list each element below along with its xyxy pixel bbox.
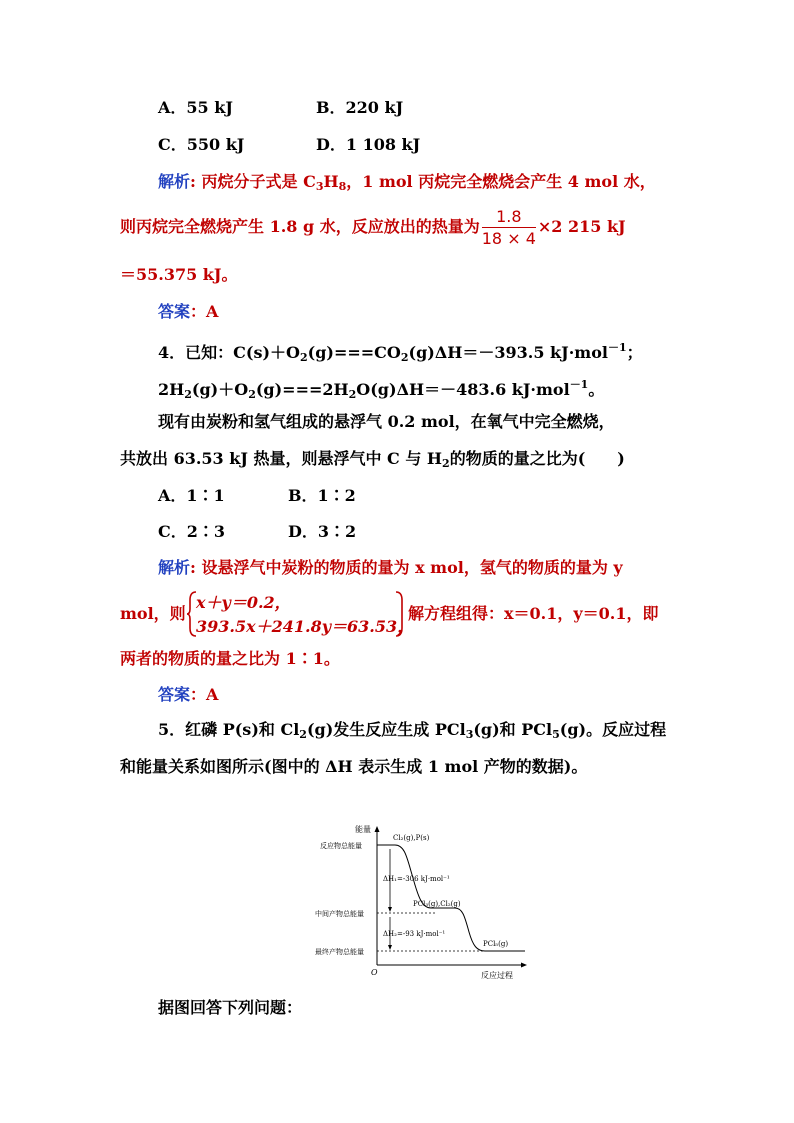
q4-option-c: C．2∶3	[158, 522, 226, 541]
q4-stem-line-4: 共放出 63.53 kJ 热量，则悬浮气中 C 与 $H_2$的物质的量之比为( )	[120, 449, 625, 470]
q4-analysis-line-2-suffix: 解方程组得：x＝0.1，y＝0.1，即	[408, 604, 659, 623]
brace-right-icon	[394, 590, 406, 638]
q4-answer: 答案：A	[158, 685, 219, 704]
q3-option-a: A．55 kJ	[158, 98, 233, 117]
q4-stem-line-2: $2H_2(g)+O_2(g)===2H_2O(g)\Delta H=-483.6$ kJ·mol$^{-1}$。	[158, 378, 605, 401]
species-intermediate-label: PCl₃(g),Cl₂(g)	[413, 900, 461, 908]
q3-option-c: C．550 kJ	[158, 135, 245, 154]
q4-option-a: A．1∶1	[158, 486, 225, 505]
intermediate-level-label: 中间产物总能量	[315, 910, 364, 918]
q4-analysis-line-3: 两者的物质的量之比为 1∶1。	[120, 649, 340, 668]
q5-stem-line-1: 5．红磷 P(s)和 $Cl_2(g)$发生反应生成 PCl$_3$(g)和 PCl$_5$(g)。反应过程	[158, 720, 667, 741]
analysis-label: 解析	[158, 172, 191, 191]
q3-analysis-line-3: ＝55.375 kJ。	[120, 265, 238, 284]
q4-stem-line-3: 现有由炭粉和氢气组成的悬浮气 0.2 mol，在氧气中完全燃烧，	[158, 412, 615, 431]
origin-label: O	[371, 968, 378, 977]
q3-option-d: D．1 108 kJ	[316, 135, 421, 154]
q4-stem-line-1: 4．已知：$C(s)+O_2(g)===CO_2(g)\Delta H=-393.5$ kJ·mol$^{-1}$；	[158, 341, 643, 364]
q5-stem-line-2: 和能量关系如图所示(图中的 ΔH 表示生成 1 mol 产物的数据)。	[120, 757, 588, 776]
q5-follow-up: 据图回答下列问题：	[158, 998, 303, 1017]
q3-option-b: B．220 kJ	[316, 98, 404, 117]
energy-diagram	[315, 818, 535, 983]
y-axis-label: 能量	[355, 825, 371, 834]
x-axis-label: 反应过程	[481, 971, 513, 980]
final-level-label: 最终产物总能量	[315, 948, 364, 956]
q4-analysis-line-2-prefix: mol，则	[120, 604, 186, 623]
equation-1: x＋y＝0.2，	[196, 593, 291, 612]
q4-option-b: B．1∶2	[288, 486, 356, 505]
q3-answer: 答案：A	[158, 302, 219, 321]
q4-option-d: D．3∶2	[288, 522, 357, 541]
delta-h2-label: ΔH₂=-93 kJ·mol⁻¹	[383, 930, 446, 938]
delta-h1-label: ΔH₁=-306 kJ·mol⁻¹	[383, 875, 450, 883]
fraction: $\frac{1.8}{18 \times 4}$	[481, 206, 536, 248]
equation-2: 393.5x＋241.8y＝63.53，	[196, 617, 414, 636]
q3-analysis-line-2: 则丙烷完全燃烧产生 1.8 g 水，反应放出的热量为 $\frac{1.8}{18 \times 4}$ ×2 215 kJ	[120, 206, 626, 248]
reactant-level-label: 反应物总能量	[320, 842, 362, 850]
q4-analysis-line-1: 解析: 设悬浮气中炭粉的物质的量为 x mol，氢气的物质的量为 y	[158, 558, 623, 577]
q3-analysis-line-1: 解析: 丙烷分子式是 $C_3H_8$，1 mol 丙烷完全燃烧会产生 4 mol 水，	[158, 172, 656, 193]
species-reactant-label: Cl₂(g),P(s)	[393, 834, 430, 842]
species-final-label: PCl₅(g)	[483, 940, 509, 948]
